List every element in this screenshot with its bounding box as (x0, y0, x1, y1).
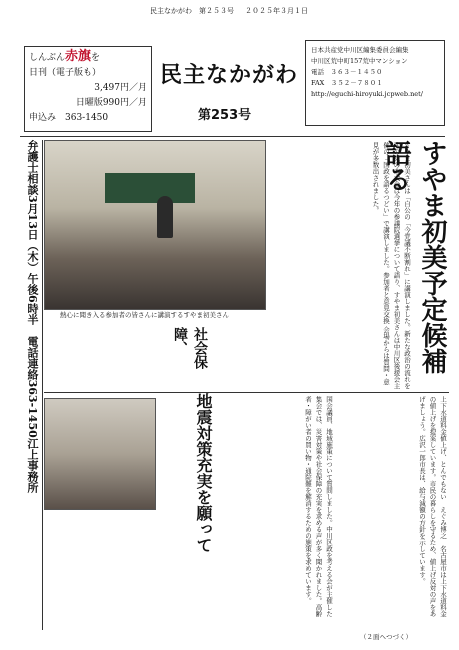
continued-note: （２面へつづく） (360, 633, 412, 641)
article-body-3: 上下水道料金値上げ、とんでもない えぐみ博之 名古屋市は上下水道料金の値上げを提案しています。市民の暮らしを守るため、値上げ反対の声をあげましょう。広沢一郎市長は、給与減額の方針を示しています。 (418, 396, 447, 617)
lawyer-consult-notice: 弁護士相談3月13日（木）午後6時半 電話連絡363-1450江上事務所 (20, 140, 43, 630)
header-date: ２０２５年３月１日 (245, 7, 308, 15)
subhead-earthquake: 地震対策充実を願って (194, 393, 213, 553)
photo-caption: 熱心に聞き入る参加者の皆さんに講演するすやま初美さん (60, 311, 229, 319)
article-body-1: すやま初美さんは「自公の「今党議不断割れ」に講演しました。新たな政治の流れを次の党の本大会は今年の参議院選挙について語り、すやま初美さんは中川区後援会主催の「国政を語るつどい」で講演しました。参加者と意見交換 会場からは質問・意見が多数出されました。 (371, 142, 411, 389)
article-body-2: 国会議員、地域施策について質問しました。中川区政を考える会が主催した集会では、災害対策や社会保障の充実を求める声が多く聞かれました。高齢者・障がい者の買い物・通院難を解消するための施策を求めています。 (304, 396, 333, 617)
speaker-figure (157, 196, 173, 238)
subhead-social-security: 社会保障、 (172, 327, 208, 369)
akahata-ad: しんぶん赤旗を 日刊（電子版も） 3,497円／月 日曜版990円／月 申込み 363-1450 (24, 46, 152, 132)
akahata-red: 赤旗 (65, 49, 92, 64)
meeting-photo (44, 398, 156, 510)
main-headline: すやま初美予定候補語る (381, 140, 447, 374)
page-header (0, 4, 459, 16)
mid-divider (44, 392, 449, 393)
publisher-box: 日本共産党中川区編集委員会編集 中川区荒中町157荒中マンション 電話 ３６３－１４５０ FAX ３５２－７８０１ http://eguchi-hiroyuki.jcpweb.net/ (305, 40, 445, 126)
lecture-photo (44, 140, 266, 310)
whiteboard (105, 173, 195, 203)
header-left: 民主なかがわ 第２５３号 (150, 7, 234, 15)
issue-number: 第253号 (198, 108, 252, 123)
newspaper-title: 民主なかがわ (160, 63, 299, 88)
header-divider (20, 136, 445, 137)
